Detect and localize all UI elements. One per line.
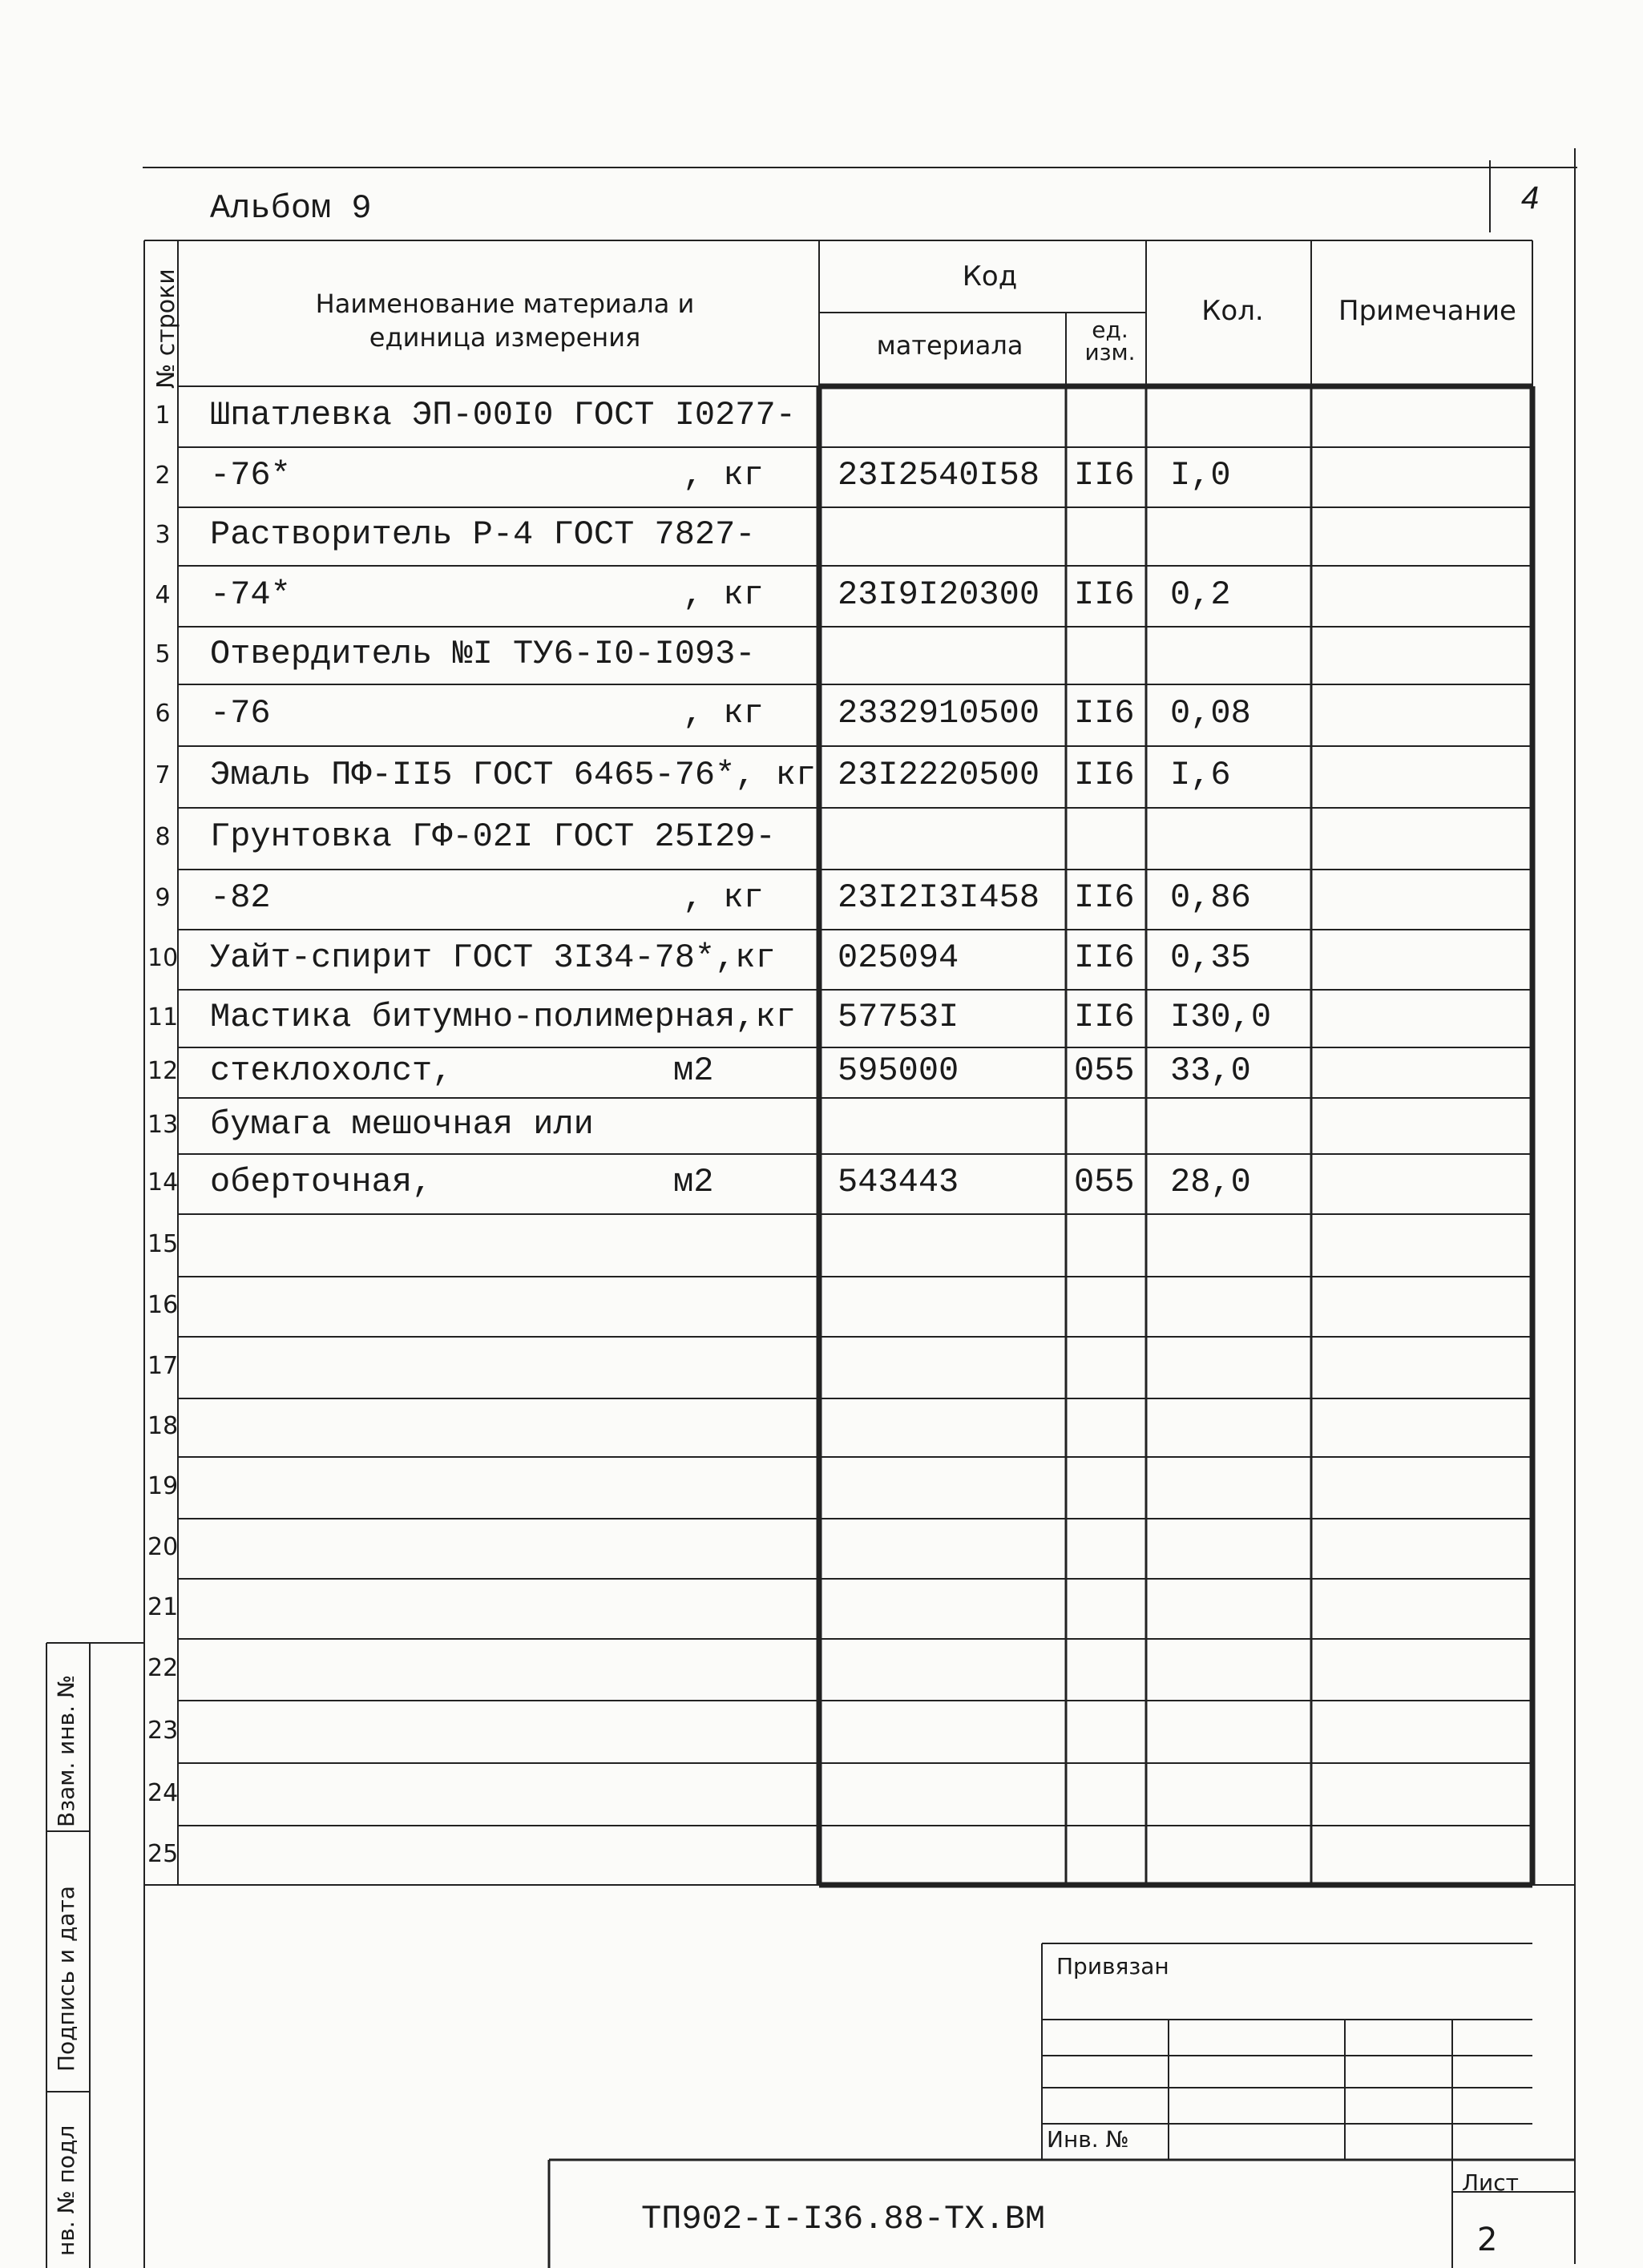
header-qty: Кол. [1201, 295, 1264, 327]
material-unit: м2 [673, 1163, 714, 1202]
quantity: 0,86 [1170, 878, 1251, 918]
sheet-label: Лист [1462, 2169, 1519, 2196]
material-unit: м2 [673, 1051, 714, 1091]
row-number: 25 [147, 1839, 179, 1868]
quantity: 0,2 [1170, 575, 1231, 614]
material-name: оберточная, [210, 1163, 433, 1202]
header-code: Код [962, 260, 1018, 293]
unit-code: II6 [1074, 575, 1135, 614]
unit-code: II6 [1074, 694, 1135, 733]
unit-code: II6 [1074, 456, 1135, 495]
row-number: 10 [147, 944, 179, 972]
quantity: 0,08 [1170, 694, 1251, 733]
material-name: Растворитель Р-4 ГОСТ 7827- [210, 515, 756, 555]
header-name: Наименование материала и единица измерения [315, 289, 695, 353]
material-name: Мастика битумно-полимерная,кг [210, 997, 796, 1036]
row-number: 9 [155, 884, 171, 912]
material-code: 23I2220500 [838, 756, 1040, 795]
row-number: 13 [147, 1110, 179, 1139]
row-number: 2 [155, 462, 171, 490]
unit-code: II6 [1074, 878, 1135, 918]
header-row-no: № строки [152, 268, 180, 389]
quantity: I,0 [1170, 456, 1231, 495]
quantity: 28,0 [1170, 1163, 1251, 1202]
row-number: 12 [147, 1057, 179, 1085]
material-code: 543443 [838, 1163, 959, 1202]
material-unit: , кг [683, 456, 764, 495]
row-number: 19 [147, 1472, 179, 1500]
row-number: 6 [155, 700, 171, 728]
unit-code: 055 [1074, 1163, 1135, 1202]
quantity: I30,0 [1170, 997, 1272, 1036]
row-number: 4 [155, 580, 171, 609]
album-label: Альбом 9 [210, 189, 372, 228]
material-name: Грунтовка ГФ-02I ГОСТ 25I29- [210, 817, 776, 857]
material-unit: , кг [683, 878, 764, 918]
quantity: 33,0 [1170, 1051, 1251, 1091]
row-number: 24 [147, 1778, 179, 1807]
quantity: 0,35 [1170, 938, 1251, 978]
row-number: 18 [147, 1412, 179, 1440]
document-code: ТП902-I-I36.88-ТХ.ВМ [641, 2200, 1046, 2238]
page-corner-number: 4 [1521, 180, 1540, 216]
material-name: стеклохолст, [210, 1051, 453, 1091]
material-name: -76 [210, 694, 271, 733]
row-number: 14 [147, 1168, 179, 1197]
material-code: 57753I [838, 997, 959, 1036]
material-code: 23I2540I58 [838, 456, 1040, 495]
row-number: 23 [147, 1716, 179, 1745]
material-name: -74* [210, 575, 291, 614]
header-code-material: материала [876, 330, 1023, 361]
row-number: 1 [155, 401, 171, 430]
row-number: 15 [147, 1229, 179, 1258]
stamp-block [1042, 1943, 1532, 2160]
material-code: 025094 [838, 938, 959, 978]
row-number: 11 [147, 1003, 179, 1031]
material-name: бумага мешочная или [210, 1104, 594, 1144]
side-inv-podl: нв. № подл [53, 2125, 79, 2256]
quantity: I,6 [1170, 756, 1231, 795]
sheet-number: 2 [1477, 2222, 1498, 2258]
side-vzam-inv: Взам. инв. № [53, 1674, 79, 1827]
row-number: 5 [155, 640, 171, 668]
unit-code: 055 [1074, 1051, 1135, 1091]
unit-code: II6 [1074, 997, 1135, 1036]
material-name: Эмаль ПФ-II5 ГОСТ 6465-76*, кг [210, 756, 817, 795]
material-code: 595000 [838, 1051, 959, 1091]
row-number: 22 [147, 1654, 179, 1682]
material-unit: , кг [683, 694, 764, 733]
material-name: Отвердитель №I ТУ6-I0-I093- [210, 634, 756, 673]
unit-code: II6 [1074, 756, 1135, 795]
side-podpis-data: Подпись и дата [53, 1886, 79, 2072]
stamp-privyazan-label: Привязан [1056, 1953, 1169, 1979]
row-number: 7 [155, 761, 171, 789]
row-number: 8 [155, 823, 171, 851]
material-code: 23I2I3I458 [838, 878, 1040, 918]
material-name: Шпатлевка ЭП-00I0 ГОСТ I0277- [210, 395, 796, 434]
header-note: Примечание [1338, 295, 1516, 327]
material-code: 23I9I20300 [838, 575, 1040, 614]
row-number: 16 [147, 1291, 179, 1319]
material-name: -76* [210, 456, 291, 495]
material-name: Уайт-спирит ГОСТ 3I34-78*,кг [210, 938, 776, 978]
row-number: 20 [147, 1533, 179, 1561]
material-code: 2332910500 [838, 694, 1040, 733]
header-code-unit: ед. изм. [1084, 317, 1136, 365]
row-number: 21 [147, 1593, 179, 1621]
stamp-inv-no-label: Инв. № [1047, 2126, 1129, 2153]
material-name: -82 [210, 878, 271, 918]
material-unit: , кг [683, 575, 764, 614]
row-number: 17 [147, 1352, 179, 1380]
row-number: 3 [155, 521, 171, 549]
unit-code: II6 [1074, 938, 1135, 978]
